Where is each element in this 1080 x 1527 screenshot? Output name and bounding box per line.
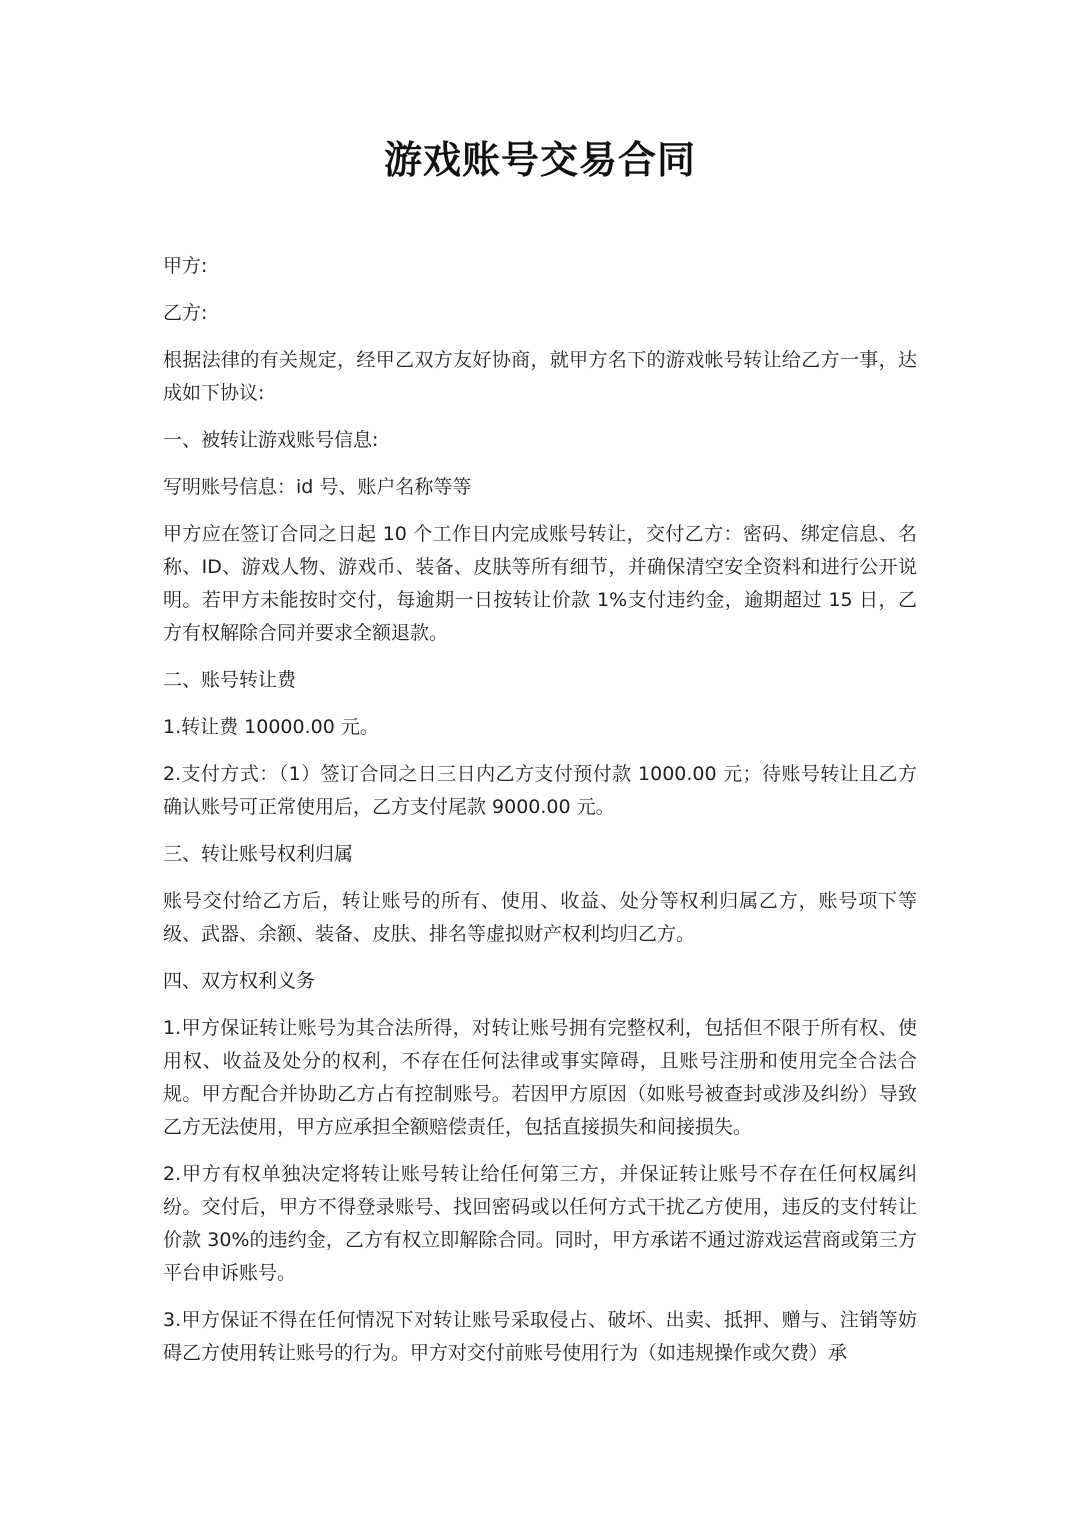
fee-clause-1: 1.转让费 10000.00 元。 [163, 716, 379, 738]
section-heading-1: 一、被转让游戏账号信息: [163, 429, 379, 451]
document-title: 游戏账号交易合同 [383, 138, 696, 182]
section-heading-3: 三、转让账号权利归属 [163, 843, 354, 865]
document-body [163, 250, 917, 1370]
account-info-line: 写明账号信息：id 号、账户名称等等 [163, 476, 472, 498]
obligation-clause-2: 2.甲方有权单独决定将转让账号转让给任何第三方，并保证转让账号不存在任何权属纠纷。交付后，甲方不得登录账号、找回密码或以任何方式干扰乙方使用，违反的支付转让价款 30%的违约金，乙方有权立即解除合同。同时，甲方承诺不通过游戏运营商或第三方平台申诉账号。 [163, 1163, 917, 1284]
party-b-line: 乙方: [163, 302, 208, 324]
party-a-line: 甲方: [163, 255, 208, 277]
section-heading-2: 二、账号转让费 [163, 669, 297, 691]
section-heading-4: 四、双方权利义务 [163, 970, 316, 992]
fee-clause-2: 2.支付方式：（1）签订合同之日三日内乙方支付预付款 1000.00 元；待账号转让且乙方确认账号可正常使用后，乙方支付尾款 9000.00 元。 [163, 763, 917, 818]
ownership-clause: 账号交付给乙方后，转让账号的所有、使用、收益、处分等权利归属乙方，账号项下等级、武器、余额、装备、皮肤、排名等虚拟财产权利均归乙方。 [163, 890, 917, 945]
obligation-clause-3: 3.甲方保证不得在任何情况下对转让账号采取侵占、破坏、出卖、抵押、赠与、注销等妨碍乙方使用转让账号的行为。甲方对交付前账号使用行为（如违规操作或欠费）承 [163, 1309, 917, 1364]
obligation-clause-1: 1.甲方保证转让账号为其合法所得，对转让账号拥有完整权利，包括但不限于所有权、使用权、收益及处分的权利，不存在任何法律或事实障碍，且账号注册和使用完全合法合规。甲方配合并协助乙方占有控制账号。若因甲方原因（如账号被查封或涉及纠纷）导致乙方无法使用，甲方应承担全额赔偿责任，包括直接损失和间接损失。 [163, 1017, 917, 1138]
preamble-paragraph: 根据法律的有关规定，经甲乙双方友好协商，就甲方名下的游戏帐号转让给乙方一事，达成如下协议: [163, 349, 917, 404]
delivery-clause: 甲方应在签订合同之日起 10 个工作日内完成账号转让，交付乙方：密码、绑定信息、名称、ID、游戏人物、游戏币、装备、皮肤等所有细节，并确保清空安全资料和进行公开说明。若甲方未能按时交付，每逾期一日按转让价款 1%支付违约金，逾期超过 15 日，乙方有权解除合同并要求全额退款。 [163, 523, 917, 644]
